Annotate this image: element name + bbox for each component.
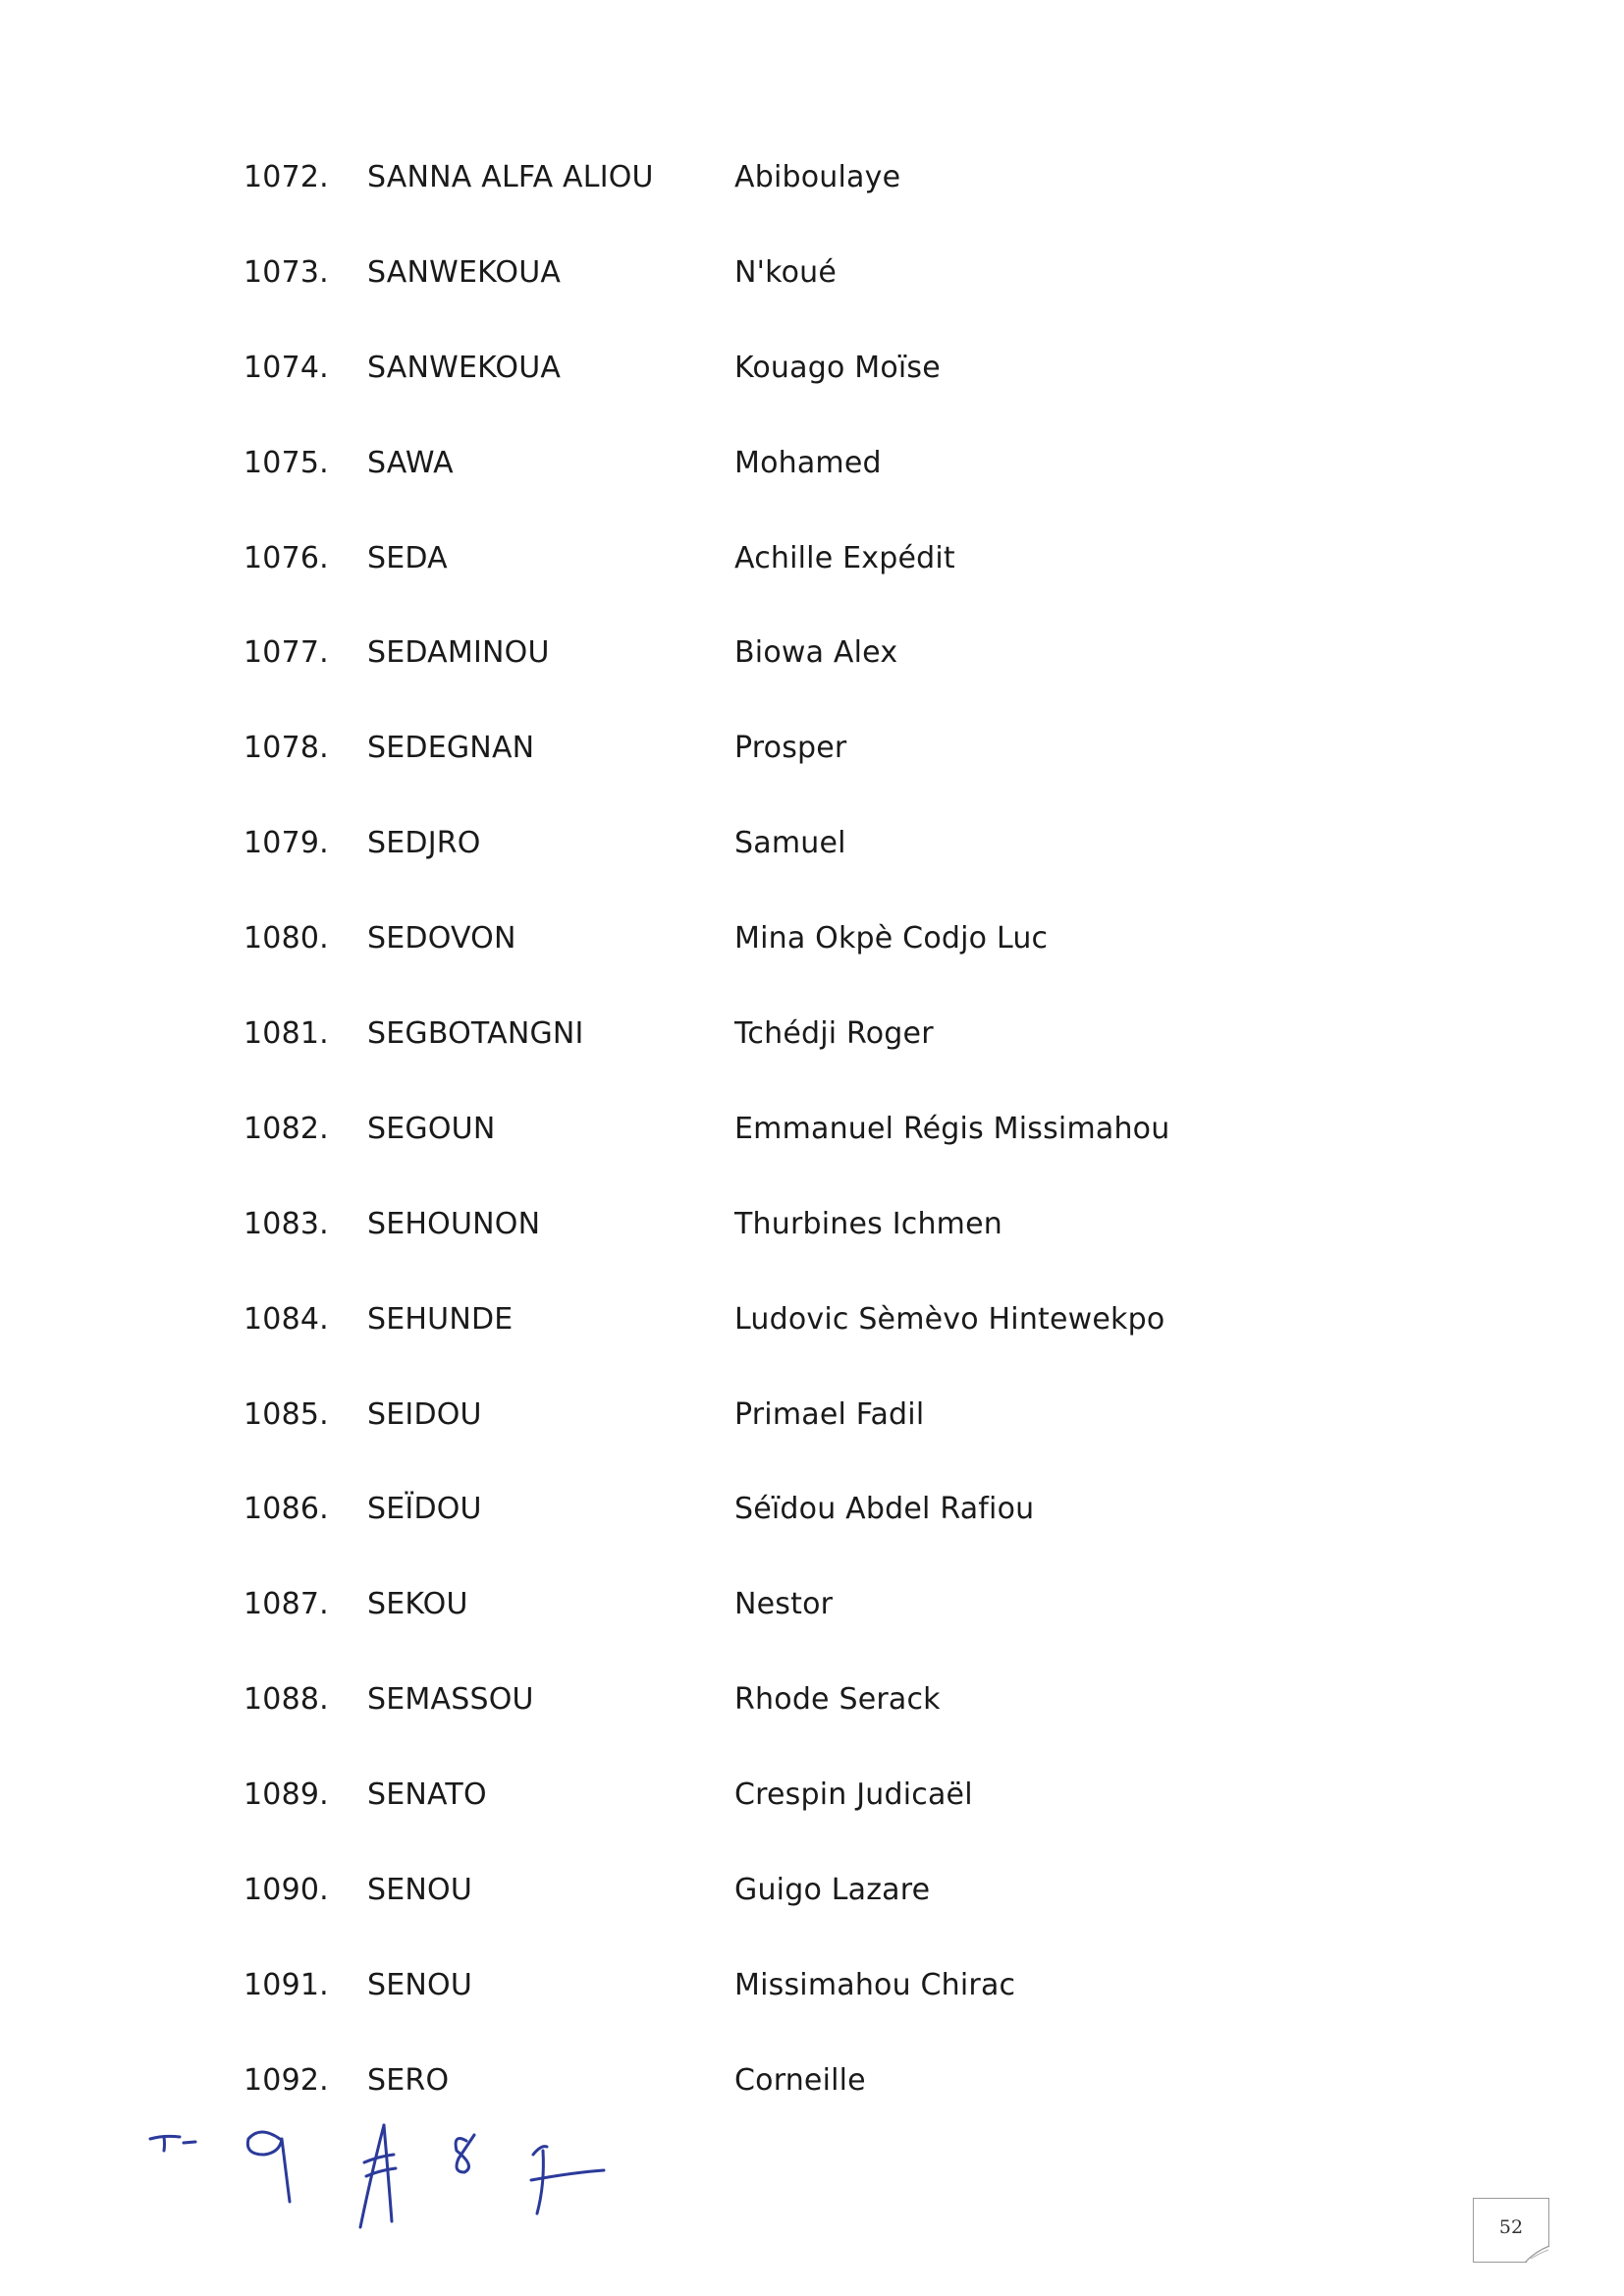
list-item: [0, 1479, 1624, 1574]
entry-number: 1080.: [244, 921, 329, 957]
entry-last-name: SEHOUNON: [367, 1206, 541, 1241]
entry-last-name: SENOU: [367, 1967, 473, 2002]
entry-number: 1085.: [244, 1396, 329, 1432]
entry-number: 1092.: [244, 2062, 329, 2098]
entry-first-name: Missimahou Chirac: [734, 1967, 1016, 2002]
entry-last-name: SEDJRO: [367, 826, 481, 861]
entry-number: 1076.: [244, 540, 329, 575]
list-item: [0, 528, 1624, 624]
list-item: [0, 908, 1624, 1004]
list-item: [0, 623, 1624, 718]
entry-number: 1078.: [244, 731, 329, 766]
entry-first-name: Primael Fadil: [734, 1396, 925, 1432]
entry-first-name: Ludovic Sèmèvo Hintewekpo: [734, 1301, 1165, 1337]
list-item: [0, 1669, 1624, 1765]
entry-last-name: SENATO: [367, 1777, 487, 1813]
entry-number: 1084.: [244, 1301, 329, 1337]
list-item: [0, 1765, 1624, 1860]
entry-last-name: SEGOUN: [367, 1111, 496, 1146]
entry-last-name: SAWA: [367, 445, 454, 480]
entry-first-name: N'koué: [734, 254, 838, 290]
entry-number: 1072.: [244, 160, 329, 194]
entry-last-name: SEHUNDE: [367, 1301, 514, 1337]
entry-first-name: Rhode Serack: [734, 1682, 941, 1718]
entry-number: 1083.: [244, 1206, 329, 1241]
list-item: [0, 1860, 1624, 1955]
entry-last-name: SEDA: [367, 540, 448, 575]
entry-first-name: Abiboulaye: [734, 160, 901, 194]
list-item: [0, 1385, 1624, 1480]
list-item: [0, 243, 1624, 338]
entry-first-name: Crespin Judicaël: [734, 1777, 973, 1813]
entry-last-name: SENOU: [367, 1873, 473, 1908]
entry-number: 1087.: [244, 1587, 329, 1622]
entry-first-name: Corneille: [734, 2062, 866, 2098]
page-curl-icon: [1523, 2242, 1550, 2264]
entry-last-name: SANWEKOUA: [367, 350, 562, 385]
entry-number: 1075.: [244, 445, 329, 480]
list-item: [0, 1099, 1624, 1194]
entry-number: 1088.: [244, 1682, 329, 1718]
entry-first-name: Nestor: [734, 1587, 834, 1622]
entry-first-name: Séïdou Abdel Rafiou: [734, 1492, 1035, 1527]
entry-number: 1090.: [244, 1873, 329, 1908]
entry-last-name: SEMASSOU: [367, 1682, 534, 1718]
handwritten-signature-icon: [142, 2111, 614, 2239]
name-list: [0, 147, 1624, 2146]
entry-first-name: Thurbines Ichmen: [734, 1206, 1002, 1241]
entry-number: 1082.: [244, 1111, 329, 1146]
entry-last-name: SANNA ALFA ALIOU: [367, 160, 654, 194]
entry-number: 1089.: [244, 1777, 329, 1813]
list-item: [0, 1574, 1624, 1669]
entry-first-name: Prosper: [734, 731, 847, 766]
entry-last-name: SEDOVON: [367, 921, 516, 957]
entry-number: 1074.: [244, 350, 329, 385]
list-item: [0, 433, 1624, 528]
entry-last-name: SEÏDOU: [367, 1492, 482, 1527]
entry-last-name: SERO: [367, 2062, 450, 2098]
list-item: [0, 718, 1624, 813]
entry-first-name: Mina Okpè Codjo Luc: [734, 921, 1049, 957]
entry-first-name: Guigo Lazare: [734, 1873, 931, 1908]
list-item: [0, 1289, 1624, 1385]
entry-last-name: SEDEGNAN: [367, 731, 535, 766]
entry-first-name: Biowa Alex: [734, 635, 898, 671]
entry-last-name: SEIDOU: [367, 1396, 482, 1432]
entry-number: 1081.: [244, 1016, 329, 1052]
entry-first-name: Emmanuel Régis Missimahou: [734, 1111, 1170, 1146]
entry-first-name: Mohamed: [734, 445, 882, 480]
entry-first-name: Tchédji Roger: [734, 1016, 934, 1052]
entry-first-name: Achille Expédit: [734, 540, 955, 575]
entry-last-name: SEDAMINOU: [367, 635, 550, 671]
entry-first-name: Kouago Moïse: [734, 350, 941, 385]
page-number: 52: [1498, 2216, 1524, 2238]
entry-number: 1079.: [244, 826, 329, 861]
list-item: [0, 1194, 1624, 1289]
entry-last-name: SEKOU: [367, 1587, 468, 1622]
entry-last-name: SANWEKOUA: [367, 254, 562, 290]
list-item: [0, 338, 1624, 433]
entry-number: 1086.: [244, 1492, 329, 1527]
entry-number: 1073.: [244, 254, 329, 290]
entry-number: 1077.: [244, 635, 329, 671]
list-item: [0, 147, 1624, 243]
entry-first-name: Samuel: [734, 826, 846, 861]
list-item: [0, 813, 1624, 908]
list-item: [0, 1004, 1624, 1099]
entry-number: 1091.: [244, 1967, 329, 2002]
page-number-box: [1473, 2198, 1549, 2263]
entry-last-name: SEGBOTANGNI: [367, 1016, 584, 1052]
list-item: [0, 1955, 1624, 2050]
